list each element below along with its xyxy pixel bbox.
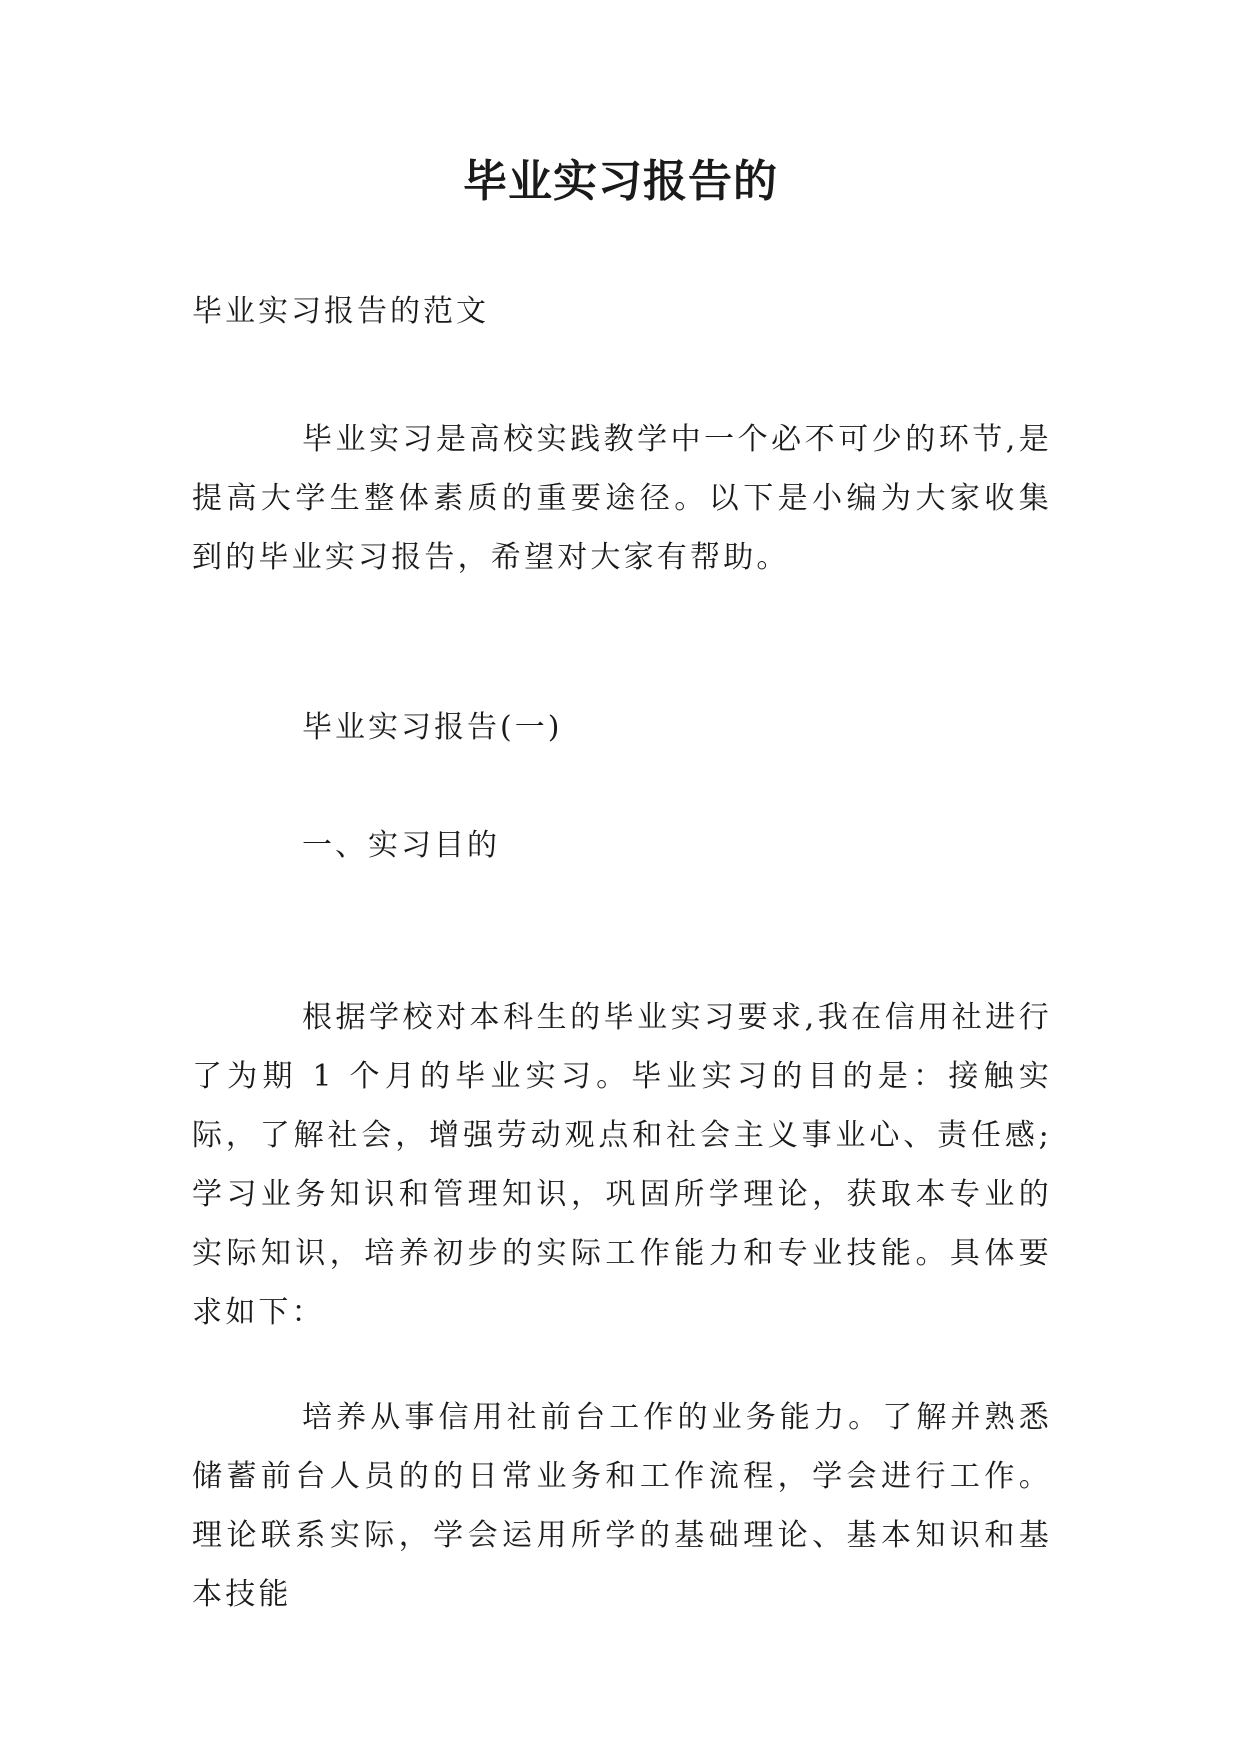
- document-subtitle: 毕业实习报告的范文: [192, 294, 489, 329]
- document-title: 毕业实习报告的: [463, 156, 778, 207]
- skills-paragraph: 培养从事信用社前台工作的业务能力。了解并熟悉储蓄前台人员的的日常业务和工作流程，学会进行工作。理论联系实际，学会运用所学的基础理论、基本知识和基本技能: [192, 1400, 1052, 1612]
- section-heading: 一、实习目的: [302, 828, 500, 863]
- report-heading: 毕业实习报告(一): [302, 710, 563, 745]
- purpose-paragraph: 根据学校对本科生的毕业实习要求,我在信用社进行了为期 1 个月的毕业实习。毕业实习的目的是：接触实际，了解社会，增强劳动观点和社会主义事业心、责任感;学习业务知识和管理知识，巩固所学理论，获取本专业的实际知识，培养初步的实际工作能力和专业技能。具体要求如下：: [192, 1000, 1052, 1330]
- intro-paragraph: 毕业实习是高校实践教学中一个必不可少的环节,是提高大学生整体素质的重要途径。以下是小编为大家收集到的毕业实习报告，希望对大家有帮助。: [192, 422, 1052, 575]
